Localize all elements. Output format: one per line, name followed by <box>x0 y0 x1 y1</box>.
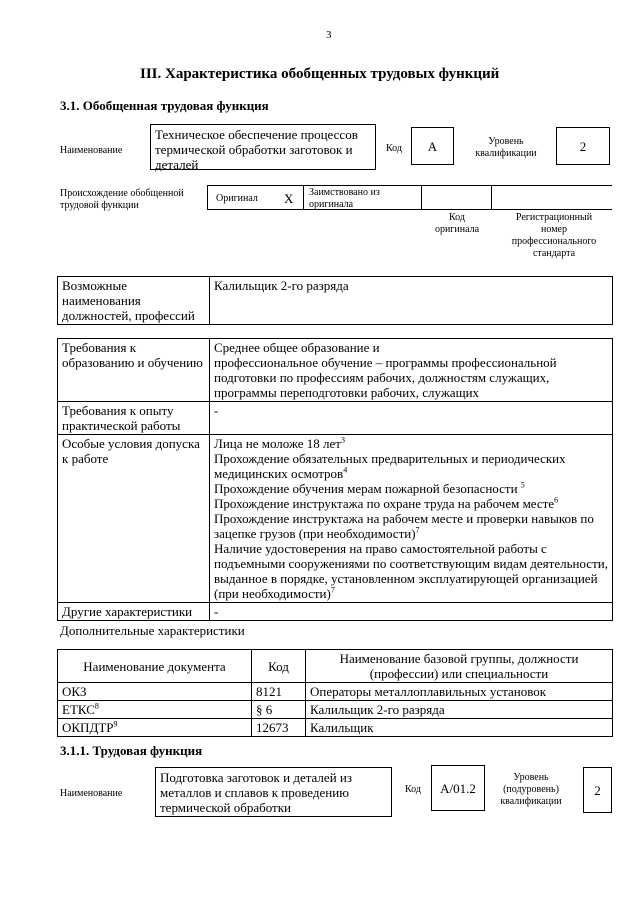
otf-level-label <box>466 136 546 160</box>
origin-divider <box>421 186 422 209</box>
origin-original-label: Оригинал <box>216 193 258 204</box>
header-name <box>306 650 613 683</box>
tf-name-box <box>155 767 392 817</box>
tf-level-value: 2 <box>583 767 612 813</box>
professions-label <box>58 277 210 325</box>
otf-code-label: Код <box>386 143 402 154</box>
footnote-mark: 7 <box>330 585 335 595</box>
origin-reg-number <box>498 212 610 260</box>
otf-name-box <box>150 124 376 170</box>
row-doc <box>58 683 252 701</box>
additional-table <box>57 649 613 737</box>
otf-name-line: термической обработки заготовок и <box>155 142 353 157</box>
footnote-mark: 4 <box>343 465 348 475</box>
condition-text: Прохождение инструктажа на рабочем месте и проверки навыков по <box>214 511 594 526</box>
otf-name-line: деталей <box>155 157 199 172</box>
additional-title: Дополнительные характеристики <box>60 623 245 638</box>
condition-text: выданное в порядке, установленном эксплуатирующей организацией <box>214 571 598 586</box>
page-number: 3 <box>326 29 332 41</box>
otf-level-value: 2 <box>556 127 610 165</box>
origin-original-mark: X <box>284 191 294 206</box>
education-line: подготовки по профессиям рабочих, должностям служащих, <box>214 370 550 385</box>
experience-label <box>58 402 210 435</box>
origin-label-line: Происхождение обобщенной <box>60 188 184 199</box>
row-doc-text: ОКПДТР <box>62 720 114 735</box>
condition-line <box>214 586 608 601</box>
footnote-mark: 5 <box>520 480 525 490</box>
professions-value: Калильщик 2-го разряда <box>210 277 613 325</box>
condition-line <box>214 541 608 556</box>
origin-code-original <box>422 212 492 236</box>
header-code: Код <box>252 650 306 683</box>
table-row <box>58 435 613 603</box>
tf-code-value: А/01.2 <box>431 765 485 811</box>
condition-text: Прохождение обучения мерам пожарной безопасности <box>214 481 521 496</box>
origin-row <box>207 185 612 210</box>
table-row <box>58 603 613 621</box>
tf-level-label-line: (подуровень) <box>503 784 559 795</box>
conditions-label <box>58 435 210 603</box>
professions-label-line: должностей, профессий <box>62 308 195 323</box>
row-doc <box>58 701 252 719</box>
other-label: Другие характеристики <box>58 603 210 621</box>
tf-title: 3.1.1. Трудовая функция <box>60 743 203 758</box>
origin-divider <box>491 186 492 209</box>
row-code: § 6 <box>252 701 306 719</box>
footnote-mark: 9 <box>113 719 118 729</box>
tf-level-label <box>492 772 570 808</box>
condition-line <box>214 571 608 586</box>
origin-reg-number-line: номер <box>541 224 567 235</box>
footnote-mark: 7 <box>415 525 420 535</box>
condition-line <box>214 511 608 526</box>
origin-code-original-line: Код <box>449 212 465 223</box>
condition-line <box>214 451 608 466</box>
row-name: Калильщик <box>306 719 613 737</box>
table-row <box>58 701 613 719</box>
row-doc-text: ЕТКС <box>62 702 95 717</box>
conditions-label-line: Особые условия допуска <box>62 436 200 451</box>
experience-label-line: практической работы <box>62 418 181 433</box>
tf-level-label-line: квалификации <box>500 796 562 807</box>
row-doc-text: ОКЗ <box>62 684 87 699</box>
otf-name-line: Техническое обеспечение процессов <box>155 127 358 142</box>
tf-name-line: термической обработки <box>160 800 291 815</box>
education-label <box>58 339 210 402</box>
tf-level-label-line: Уровень <box>513 772 549 783</box>
row-code: 12673 <box>252 719 306 737</box>
origin-reg-number-line: Регистрационный <box>515 212 593 223</box>
origin-label <box>60 188 184 212</box>
row-code: 8121 <box>252 683 306 701</box>
education-label-line: Требования к <box>62 340 137 355</box>
experience-label-line: Требования к опыту <box>62 403 174 418</box>
footnote-mark: 6 <box>554 495 559 505</box>
otf-code-value: А <box>411 127 454 165</box>
origin-code-original-line: оригинала <box>434 224 480 235</box>
origin-borrowed-line: оригинала <box>309 199 354 210</box>
condition-text: зацепке грузов (при необходимости) <box>214 526 416 541</box>
education-line: Среднее общее образование и <box>214 340 380 355</box>
requirements-table <box>57 338 613 621</box>
tf-name-line: металлов и сплавов к проведению <box>160 785 349 800</box>
row-name: Калильщик 2-го разряда <box>306 701 613 719</box>
tf-name-label: Наименование <box>60 788 123 799</box>
professions-table <box>57 276 613 325</box>
other-value: - <box>210 603 613 621</box>
otf-level-label-line: Уровень <box>488 136 524 147</box>
education-line: программы переподготовки рабочих, служащих <box>214 385 480 400</box>
origin-reg-number-line: стандарта <box>532 248 576 259</box>
condition-text: Прохождение инструктажа по охране труда на рабочем месте <box>214 496 555 511</box>
row-doc <box>58 719 252 737</box>
condition-line <box>214 556 608 571</box>
condition-line <box>214 481 608 496</box>
otf-name-label: Наименование <box>60 145 123 156</box>
origin-borrowed-line: Заимствовано из <box>309 187 380 198</box>
condition-text: Наличие удостоверения на право самостоятельной работы с <box>214 541 547 556</box>
condition-line <box>214 496 608 511</box>
footnote-mark: 8 <box>94 701 99 711</box>
origin-borrowed <box>309 187 380 211</box>
education-value <box>210 339 613 402</box>
table-row <box>58 719 613 737</box>
education-label-line: образованию и обучению <box>62 355 203 370</box>
condition-text: Лица не моложе 18 лет <box>214 436 341 451</box>
table-row <box>58 650 613 683</box>
education-line: профессиональное обучение – программы профессиональной <box>214 355 557 370</box>
row-name: Операторы металлоплавильных установок <box>306 683 613 701</box>
origin-label-line: трудовой функции <box>60 200 139 211</box>
origin-divider <box>303 186 304 209</box>
experience-value: - <box>210 402 613 435</box>
professions-label-line: наименования <box>62 293 141 308</box>
conditions-label-line: к работе <box>62 451 109 466</box>
condition-line <box>214 436 608 451</box>
condition-text: подъемными сооружениями по соответствующим видам деятельности, <box>214 556 608 571</box>
section-title: III. Характеристика обобщенных трудовых функций <box>140 66 500 82</box>
tf-name-line: Подготовка заготовок и деталей из <box>160 770 352 785</box>
header-name-line: Наименование базовой группы, должности <box>339 651 579 666</box>
condition-text: медицинских осмотров <box>214 466 344 481</box>
conditions-value <box>210 435 613 603</box>
table-row <box>58 402 613 435</box>
origin-reg-number-line: профессионального <box>511 236 597 247</box>
footnote-mark: 3 <box>340 435 345 445</box>
professions-label-line: Возможные <box>62 278 127 293</box>
condition-text: (при необходимости) <box>214 586 331 601</box>
table-row <box>58 339 613 402</box>
subsection-title: 3.1. Обобщенная трудовая функция <box>60 98 269 113</box>
condition-line <box>214 466 608 481</box>
tf-code-label: Код <box>405 784 421 795</box>
table-row <box>58 683 613 701</box>
table-row <box>58 277 613 325</box>
condition-text: Прохождение обязательных предварительных и периодических <box>214 451 566 466</box>
otf-level-label-line: квалификации <box>475 148 537 159</box>
header-name-line: (профессии) или специальности <box>369 666 549 681</box>
header-doc: Наименование документа <box>58 650 252 683</box>
condition-line <box>214 526 608 541</box>
